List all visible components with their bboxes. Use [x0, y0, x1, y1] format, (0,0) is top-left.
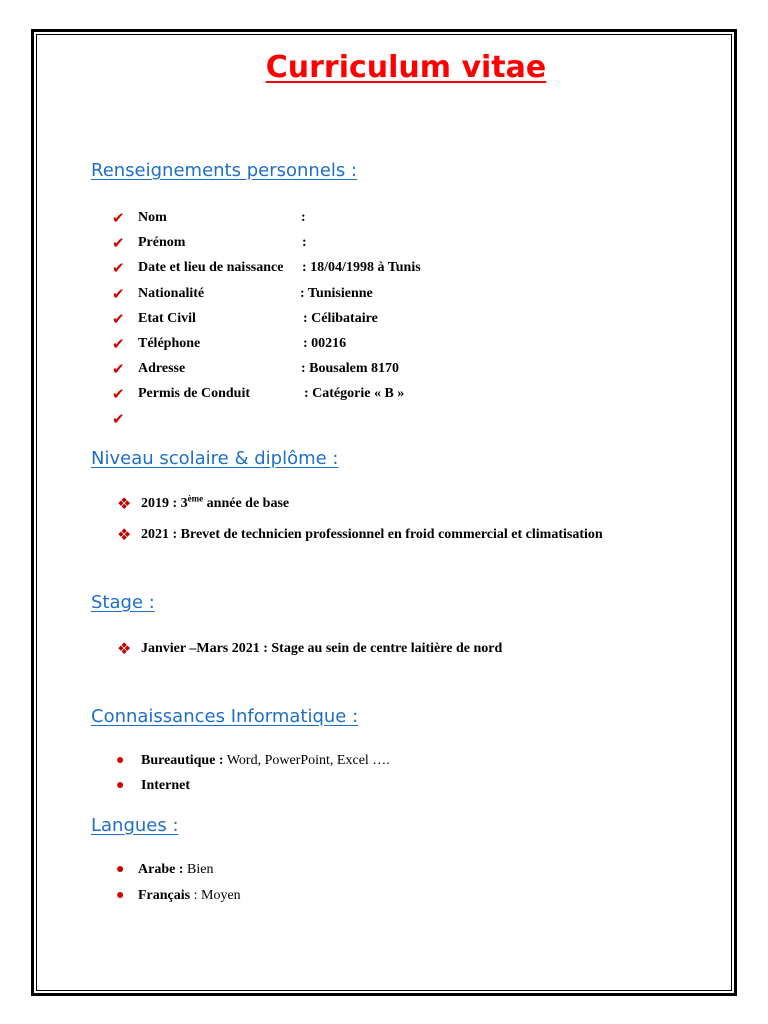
check-icon: ✔	[112, 285, 125, 303]
section-heading-personal: Renseignements personnels :	[91, 160, 358, 181]
check-icon: ✔	[112, 310, 125, 328]
diamond-bullet-icon: ❖	[117, 525, 132, 544]
diamond-bullet-icon: ❖	[117, 494, 132, 513]
bullet-icon: ●	[116, 888, 125, 903]
section-heading-computer: Connaissances Informatique :	[91, 706, 359, 727]
section-heading-stage: Stage :	[91, 592, 155, 613]
check-icon: ✔	[112, 335, 125, 353]
check-icon: ✔	[112, 234, 125, 252]
bullet-icon: ●	[116, 778, 125, 793]
check-icon: ✔	[112, 385, 125, 403]
section-heading-education: Niveau scolaire & diplôme :	[91, 448, 339, 469]
check-icon: ✔	[112, 259, 125, 277]
bullet-icon: ●	[116, 862, 125, 877]
check-icon: ✔	[112, 410, 125, 428]
check-icon: ✔	[112, 209, 125, 227]
bullet-icon: ●	[116, 753, 125, 768]
cv-title: Curriculum vitae	[265, 50, 547, 85]
section-heading-languages: Langues :	[91, 815, 179, 836]
diamond-bullet-icon: ❖	[117, 639, 132, 658]
check-icon: ✔	[112, 360, 125, 378]
